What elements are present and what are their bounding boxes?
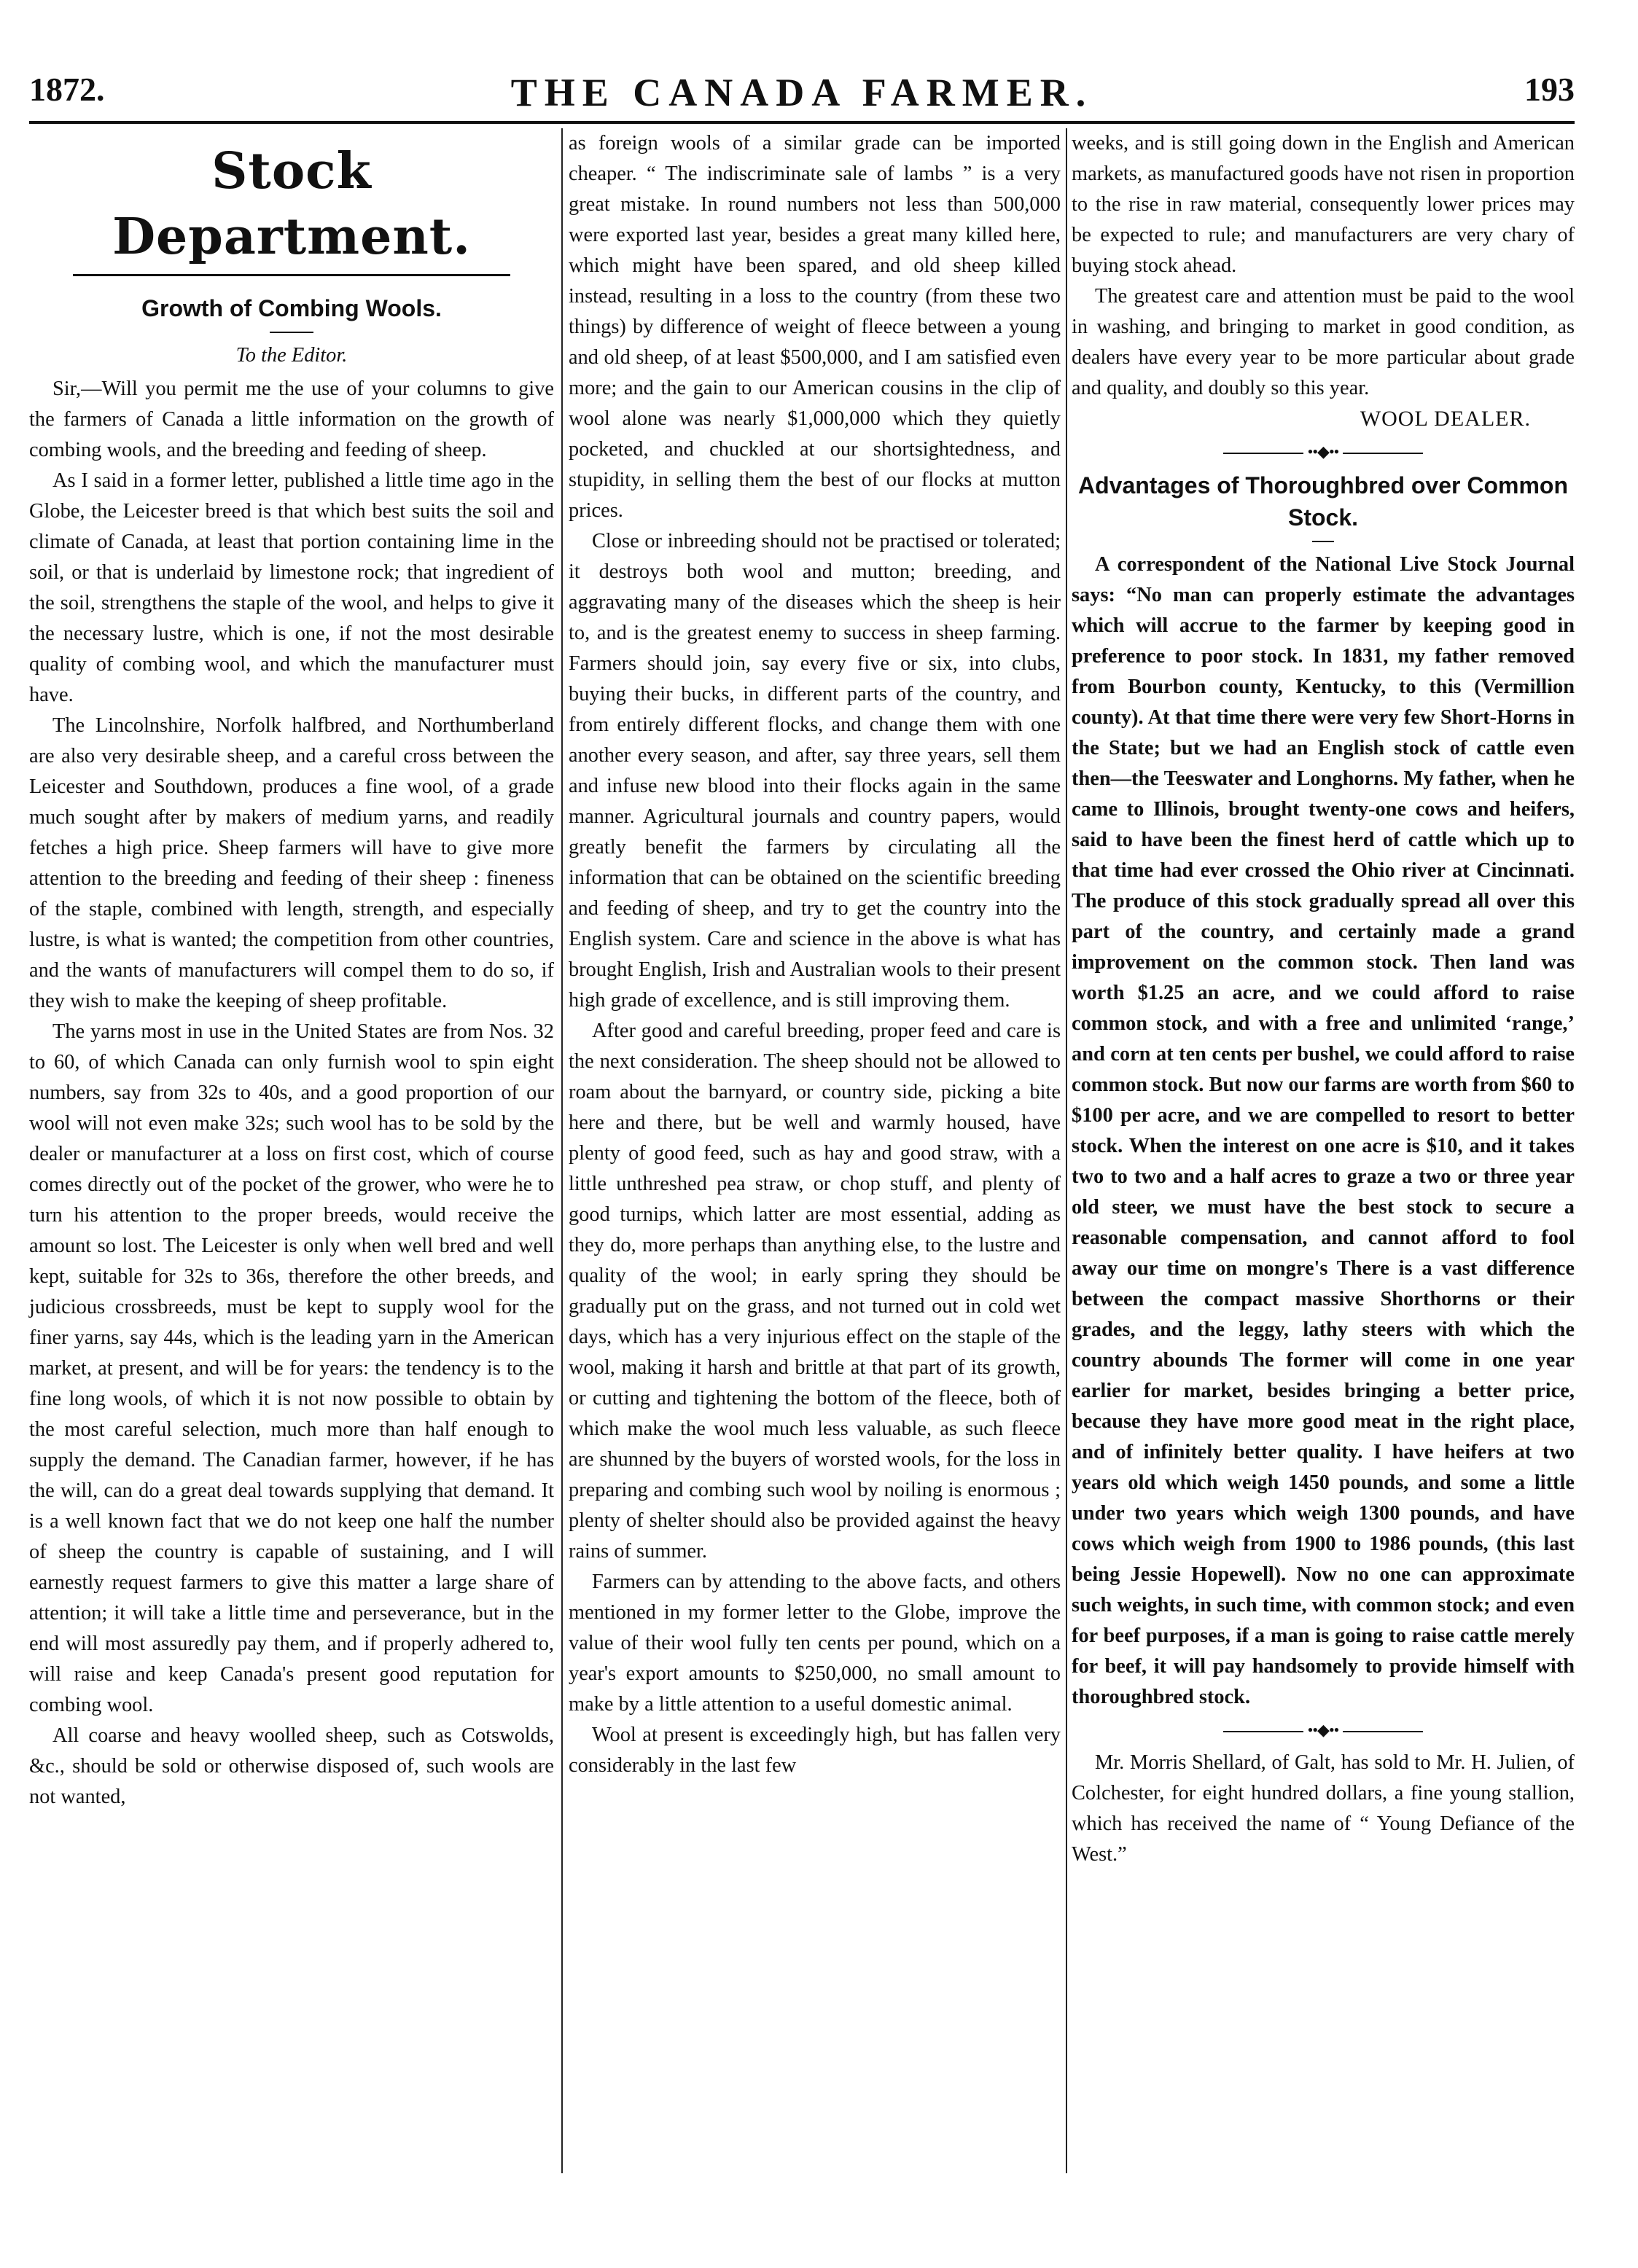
department-rule (73, 274, 510, 276)
salutation: To the Editor. (235, 344, 348, 367)
article-paragraph: Farmers can by attending to the above facts, and others mentioned in my former letter to the Globe, improve the value of their wool fully ten cents per pound, which on a year's export amounts to $250,000, no small amount to make by a little attention to a useful domestic animal. (569, 1571, 1061, 1716)
article-paragraph: As I said in a former letter, published a little time ago in the Globe, the Leicester breed is that which best suits the soil and climate of Canada, at least that portion containing lime in the soil, or that is underlaid by limestone rock; that ingredient of the soil, strengthens the staple of the wool, and helps to give it the necessary lustre, which is one, if not the most desirable quality of combing wool, and which the manufacturer must have. (29, 469, 554, 706)
article-paragraph: The greatest care and attention must be paid to the wool in washing, and bringing to market in good condition, as dealers have every year to be more particular about grade and quality, and doubly so this year. (1072, 285, 1575, 399)
article-signature: WOOL DEALER. (1360, 407, 1531, 431)
article-paragraph: Wool at present is exceedingly high, but has fallen very considerably in the last few (569, 1724, 1061, 1777)
article-paragraph: After good and careful breeding, proper feed and care is the next consideration. The sheep should not be allowed to roam about the barnyard, or country side, picking a bite here and there, but be well and warmly housed, have plenty of good feed, such as hay and good straw, with a little unthreshed pea straw, or chop stuff, and plenty of good turnips, which latter are most essential, adding as they do, more perhaps than anything else, to the lustre and quality of the wool; in early spring they should be gradually put on the grass, and not turned out in cold wet days, which has a very injurious effect on the staple of the wool, making it harsh and brittle at that part of its growth, or cutting and tightening the bottom of the fleece, both of which make the wool much less valuable, as such fleece are shunned by the buyers of worsted wools, for the loss in preparing and combing such wool by noiling is enormous ; plenty of shelter should also be provided against the heavy rains of summer. (569, 1020, 1061, 1563)
column-1 (29, 128, 554, 2159)
department-title: Stock Department. (112, 142, 471, 266)
newspaper-title: THE CANADA FARMER. (510, 71, 1093, 114)
column-2 (569, 128, 1061, 2159)
heading-rule (1312, 541, 1334, 542)
article-heading: Growth of Combing Wools. (141, 295, 442, 321)
article-paragraph: Sir,—Will you permit me the use of your columns to give the farmers of Canada a little information on the growth of combing wools, and the breeding and feeding of sheep. (29, 378, 554, 461)
article-paragraph: A correspondent of the National Live Stock Journal says: “No man can properly estimate the advantages which will accrue to the farmer by keeping good in preference to poor stock. In 1831, my father removed from Bourbon county, Kentucky, to this (Vermillion county). At that time there were very few Short-Horns in the State; but we had an English stock of cattle even then—the Teeswater and Longhorns. My father, when he came to Illinois, brought twenty-one cows and heifers, said to have been the finest herd of cattle which up to that time had ever crossed the Ohio river at Cincinnati. The produce of this stock gradually spread all over this part of the country, and certainly made a grand improvement on the common stock. Then land was worth $1.25 an acre, and we could afford to raise common stock, and with a free and unlimited ‘range,’ and corn at ten cents per bushel, we could afford to raise common stock. But now our farms are worth from $60 to $100 per acre, and we are compelled to resort to better stock. When the interest on one acre is $10, and it takes two to two and a half acres to graze a two or three year old steer, we must have the best stock to secure a reasonable compensation, and cannot afford to fool away our time on mongre's There is a vast difference between the compact massive Shorthorns or their grades, and the leggy, lathy steers with which the country abounds The former will come in one year earlier for market, besides bringing a better price, because they have more good meat in the right place, and of infinitely better quality. I have heifers at two years old which weigh 1450 pounds, and some a little under two years which weigh 1300 pounds, and have cows which weigh from 1900 to 1986 pounds, (this last being Jessie Hopewell). Now no one can approximate such weights, in such time, with common stock; and even for beef purposes, if a man is going to raise cattle merely for beef, it will pay handsomely to provide himself with thoroughbred stock. (1072, 553, 1575, 1708)
article-paragraph: All coarse and heavy woolled sheep, such as Cotswolds, &c., should be sold or otherwise disposed of, such wools are not wanted, (29, 1724, 554, 1808)
column-3 (1072, 128, 1575, 2159)
article-paragraph: The Lincolnshire, Norfolk halfbred, and Northumberland are also very desirable sheep, and a careful cross between the Leicester and Southdown, produces a fine wool, of a grade much sought after by makers of medium yarns, and readily fetches a high price. Sheep farmers will have to give more attention to the breeding and feeding of their sheep : fineness of the staple, combined with length, strength, and especially lustre, is what is wanted; the competition from other countries, and the wants of manufacturers will compel them to do so, if they wish to make the keeping of sheep profitable. (29, 714, 554, 1012)
issue-year: 1872. (29, 71, 105, 108)
article-paragraph: weeks, and is still going down in the English and American markets, as manufactured goods have not risen in proportion to the rise in raw material, consequently lower prices may be expected to rule; and manufacturers are very chary of buying stock ahead. (1072, 132, 1575, 277)
article-paragraph: Mr. Morris Shellard, of Galt, has sold to Mr. H. Julien, of Colchester, for eight hundred dollars, a fine young stallion, which has received the name of “ Young Defiance of the West.” (1072, 1751, 1575, 1866)
masthead (29, 70, 1575, 121)
ornament-divider: ••◆•• (1072, 442, 1575, 462)
article-paragraph: Close or inbreeding should not be practised or tolerated; it destroys both wool and mutton; breeding, and aggravating many of the diseases which the sheep is heir to, and is the greatest enemy to success in sheep farming. Farmers should join, say every five or six, into clubs, buying their bucks, in different parts of the country, and from entirely different flocks, and change them with one another every season, and after, say three years, sell them and infuse new blood into their flocks again in the same manner. Agricultural journals and country papers, would greatly benefit the farmers by circulating all the information that can be obtained on the scientific breeding and feeding of sheep, and try to get the country into the English system. Care and science in the above is what has brought English, Irish and Australian wools to their present high grade of excellence, and is still improving them. (569, 530, 1061, 1012)
masthead-rule (29, 121, 1575, 124)
article-paragraph: The yarns most in use in the United States are from Nos. 32 to 60, of which Canada can only furnish wool to spin eight numbers, say from 32s to 40s, and a good proportion of our wool will not even make 32s; such wool has to be sold by the dealer or manufacturer at a loss on first cost, which of course comes directly out of the pocket of the grower, who were he to turn his attention to the proper breeds, would receive the amount so lost. The Leicester is only when well bred and well kept, suitable for 32s to 36s, therefore the other breeds, and judicious crossbreeds, must be kept to supply wool for the finer yarns, say 44s, which is the leading yarn in the American market, at present, and will be for years: the tendency is to the fine long wools, of which it is not now possible to obtain by the most careful selection, much more than half enough to supply the demand. The Canadian farmer, however, if he has the will, can do a great deal towards supplying that demand. It is a well known fact that we do not keep one half the number of sheep the country is capable of sustaining, and I will earnestly request farmers to give this matter a large share of attention; it will take a little time and perseverance, but in the end will most assuredly pay them, and if properly adhered to, will raise and keep Canada's present good reputation for combing wool. (29, 1020, 554, 1716)
article-heading: Advantages of Thoroughbred over Common Stock. (1077, 472, 1569, 531)
column-divider (1066, 128, 1067, 2173)
ornament-divider: ••◆•• (1072, 1720, 1575, 1740)
page-number: 193 (1524, 71, 1575, 108)
column-divider (561, 128, 563, 2173)
heading-rule (270, 332, 313, 333)
article-paragraph: as foreign wools of a similar grade can be imported cheaper. “ The indiscriminate sale of lambs ” is a very great mistake. In round numbers not less than 500,000 were exported last year, besides a great many killed here, which might have been spared, and old sheep killed instead, resulting in a loss to the country (from these two things) by difference of weight of fleece between a young and old sheep, of at least $500,000, and I am satisfied even more; and the gain to our American cousins in the clip of wool alone was nearly $1,000,000 which they quietly pocketed, and chuckled at our shortsightedness, and stupidity, in selling them the best of our flocks at mutton prices. (569, 132, 1061, 522)
